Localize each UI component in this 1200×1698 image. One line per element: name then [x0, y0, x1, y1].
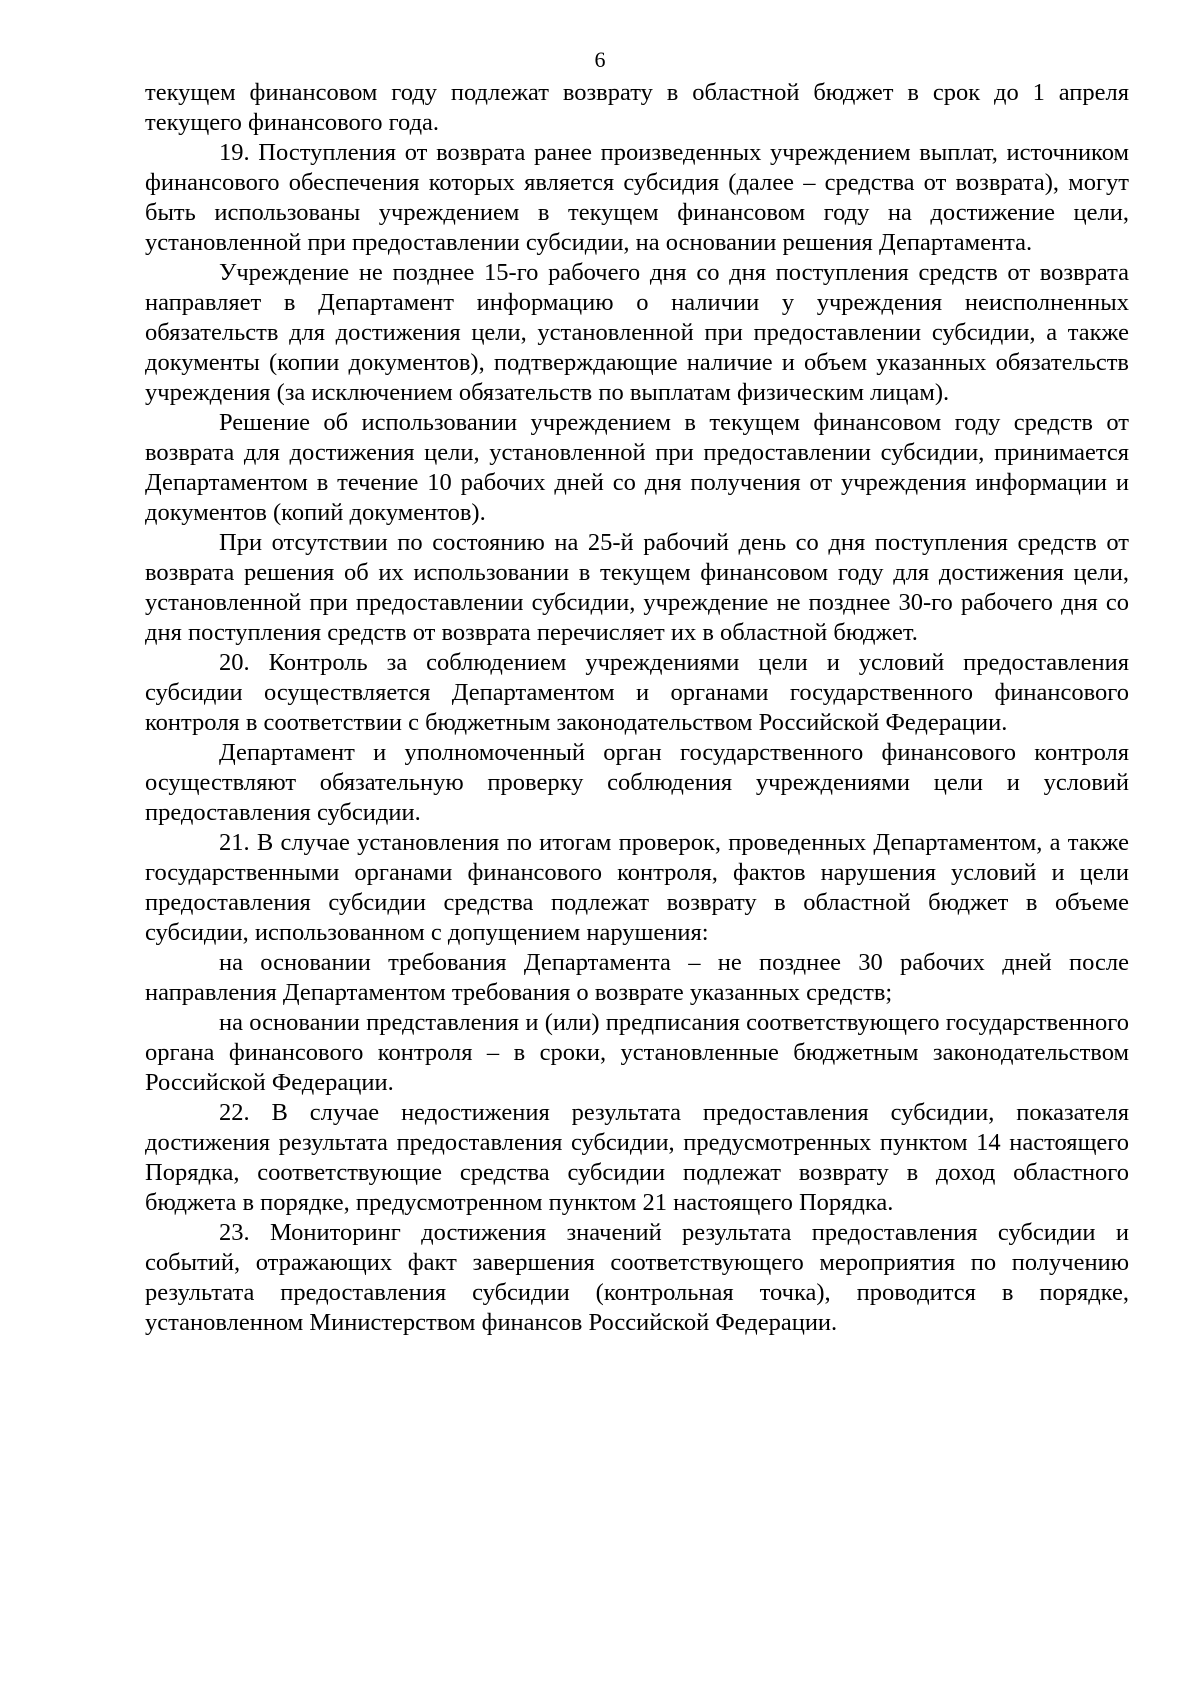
paragraph-item-19-absence: При отсутствии по состоянию на 25-й рабочий день со дня поступления средств от возврата решения об их использовании в текущем финансовом году для достижения цели, установленной при предоставлении субсидии, учреждение не позднее 30-го рабочего дня со дня поступления средств от возврата перечисляет их в областной бюджет. [145, 529, 1129, 646]
page-number: 6 [594, 47, 606, 72]
paragraph-item-19-decision: Решение об использовании учреждением в текущем финансовом году средств от возврата для достижения цели, установленной при предоставлении субсидии, принимается Департаментом в течение 10 рабочих дней со дня получения от учреждения информации и документов (копий документов). [145, 409, 1129, 526]
paragraph-item-20-inspection: Департамент и уполномоченный орган государственного финансового контроля осуществляют обязательную проверку соблюдения учреждениями цели и условий предоставления субсидии. [145, 739, 1129, 826]
paragraph-item-19-notice: Учреждение не позднее 15-го рабочего дня со дня поступления средств от возврата направляет в Департамент информацию о наличии у учреждения неисполненных обязательств для достижения цели, установленной при предоставлении субсидии, а также документы (копии документов), подтверждающие наличие и объем указанных обязательств учреждения (за исключением обязательств по выплатам физическим лицам). [145, 259, 1129, 406]
paragraph-item-21-requirement: на основании требования Департамента – не позднее 30 рабочих дней после направления Департаментом требования о возврате указанных средств; [145, 949, 1129, 1006]
paragraph-item-21: 21. В случае установления по итогам проверок, проведенных Департаментом, а также государственными органами финансового контроля, фактов нарушения условий и цели предоставления субсидии средства подлежат возврату в областной бюджет в объеме субсидии, использованном с допущением нарушения: [145, 829, 1129, 946]
document-body [145, 78, 1129, 1338]
paragraph-item-23: 23. Мониторинг достижения значений результата предоставления субсидии и событий, отражающих факт завершения соответствующего мероприятия по получению результата предоставления субсидии (контрольная точка), проводится в порядке, установленном Министерством финансов Российской Федерации. [145, 1219, 1129, 1336]
paragraph-item-19: 19. Поступления от возврата ранее произведенных учреждением выплат, источником финансового обеспечения которых является субсидия (далее – средства от возврата), могут быть использованы учреждением в текущем финансовом году на достижение цели, установленной при предоставлении субсидии, на основании решения Департамента. [145, 139, 1129, 256]
paragraph-item-22: 22. В случае недостижения результата предоставления субсидии, показателя достижения результата предоставления субсидии, предусмотренных пунктом 14 настоящего Порядка, соответствующие средства субсидии подлежат возврату в доход областного бюджета в порядке, предусмотренном пунктом 21 настоящего Порядка. [145, 1099, 1129, 1216]
paragraph-continuation: текущем финансовом году подлежат возврату в областной бюджет в срок до 1 апреля текущего финансового года. [145, 79, 1129, 136]
paragraph-item-21-prescription: на основании представления и (или) предписания соответствующего государственного органа финансового контроля – в сроки, установленные бюджетным законодательством Российской Федерации. [145, 1009, 1129, 1096]
paragraph-item-20: 20. Контроль за соблюдением учреждениями цели и условий предоставления субсидии осуществляется Департаментом и органами государственного финансового контроля в соответствии с бюджетным законодательством Российской Федерации. [145, 649, 1129, 736]
